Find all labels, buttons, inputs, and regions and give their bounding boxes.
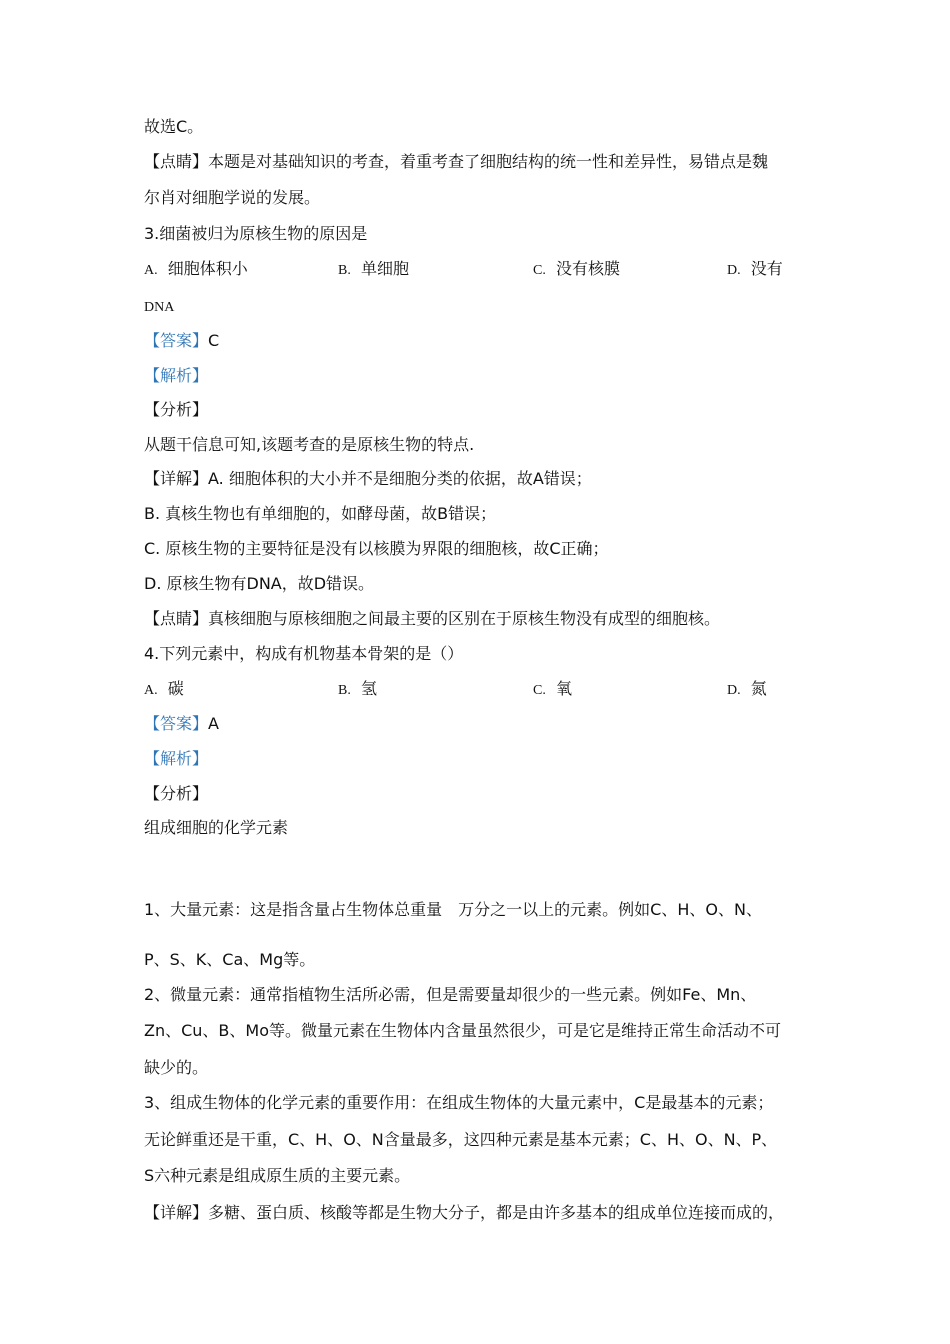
option-text: 氢 <box>361 679 378 698</box>
option-text: 单细胞 <box>361 259 410 278</box>
text-line: S六种元素是组成原生质的主要元素。 <box>144 1166 411 1185</box>
option-text: 碳 <box>167 679 184 698</box>
option-letter: B. <box>338 683 351 698</box>
text-line: 【分析】 <box>144 784 209 803</box>
text-line: 故选C。 <box>144 117 204 136</box>
text-line: 1、大量元素：这是指含量占生物体总重量 万分之一以上的元素。例如C、H、O、N、 <box>144 900 762 919</box>
q4-option-b <box>338 679 377 701</box>
text-line: 组成细胞的化学元素 <box>144 818 289 837</box>
answer-line <box>144 714 219 734</box>
option-text: 氮 <box>750 679 767 698</box>
text-line: 【点睛】真核细胞与原核细胞之间最主要的区别在于原核生物没有成型的细胞核。 <box>144 609 721 628</box>
answer-value: C <box>208 331 220 350</box>
text-line: D. 原核生物有DNA，故D错误。 <box>144 574 375 593</box>
option-text: 氧 <box>556 679 573 698</box>
q3-option-c <box>533 259 620 281</box>
option-text: 没有 <box>750 259 783 278</box>
question-3: 3.细菌被归为原核生物的原因是 <box>144 224 368 243</box>
option-letter: A. <box>144 263 158 278</box>
text-line: 【详解】A. 细胞体积的大小并不是细胞分类的依据，故A错误； <box>144 469 592 488</box>
q3-option-b <box>338 259 409 281</box>
option-text: 细胞体积小 <box>167 259 248 278</box>
option-letter: C. <box>533 683 546 698</box>
analysis-tag: 【解析】 <box>144 749 209 768</box>
analysis-tag: 【解析】 <box>144 366 209 385</box>
q3-option-d <box>727 259 783 281</box>
option-letter: C. <box>533 263 546 278</box>
q4-option-a <box>144 679 184 701</box>
option-letter: A. <box>144 683 158 698</box>
option-text: 没有核膜 <box>556 259 621 278</box>
text-line: Zn、Cu、B、Mo等。微量元素在生物体内含量虽然很少，可是它是维持正常生命活动不可 <box>144 1021 781 1040</box>
option-letter: D. <box>727 683 741 698</box>
text-line: 【详解】多糖、蛋白质、核酸等都是生物大分子，都是由许多基本的组成单位连接而成的， <box>144 1203 785 1222</box>
answer-tag: 【答案】 <box>144 714 209 733</box>
answer-value: A <box>208 714 219 733</box>
q4-option-c <box>533 679 572 701</box>
text-line: 【分析】 <box>144 400 209 419</box>
text-line: 无论鲜重还是干重，C、H、O、N含量最多，这四种元素是基本元素；C、H、O、N、P、 <box>144 1130 778 1149</box>
q3-option-a <box>144 259 248 281</box>
answer-tag: 【答案】 <box>144 331 209 350</box>
text-line: DNA <box>144 300 175 315</box>
text-line: 【点睛】本题是对基础知识的考查，着重考查了细胞结构的统一性和差异性，易错点是魏 <box>144 152 769 171</box>
option-letter: B. <box>338 263 351 278</box>
text-line: 从题干信息可知,该题考查的是原核生物的特点. <box>144 435 475 454</box>
text-line: 尔肖对细胞学说的发展。 <box>144 188 321 207</box>
option-letter: D. <box>727 263 741 278</box>
text-line: 缺少的。 <box>144 1058 209 1077</box>
question-4: 4.下列元素中，构成有机物基本骨架的是（） <box>144 644 464 663</box>
text-line: B. 真核生物也有单细胞的，如酵母菌，故B错误； <box>144 504 497 523</box>
text-line: 2、微量元素：通常指植物生活所必需，但是需要量却很少的一些元素。例如Fe、Mn、 <box>144 985 757 1004</box>
text-line: C. 原核生物的主要特征是没有以核膜为界限的细胞核，故C正确； <box>144 539 609 558</box>
text-line: P、S、K、Ca、Mg等。 <box>144 950 316 969</box>
q4-option-d <box>727 679 767 701</box>
text-line: 3、组成生物体的化学元素的重要作用：在组成生物体的大量元素中，C是最基本的元素； <box>144 1093 774 1112</box>
answer-line <box>144 331 219 351</box>
